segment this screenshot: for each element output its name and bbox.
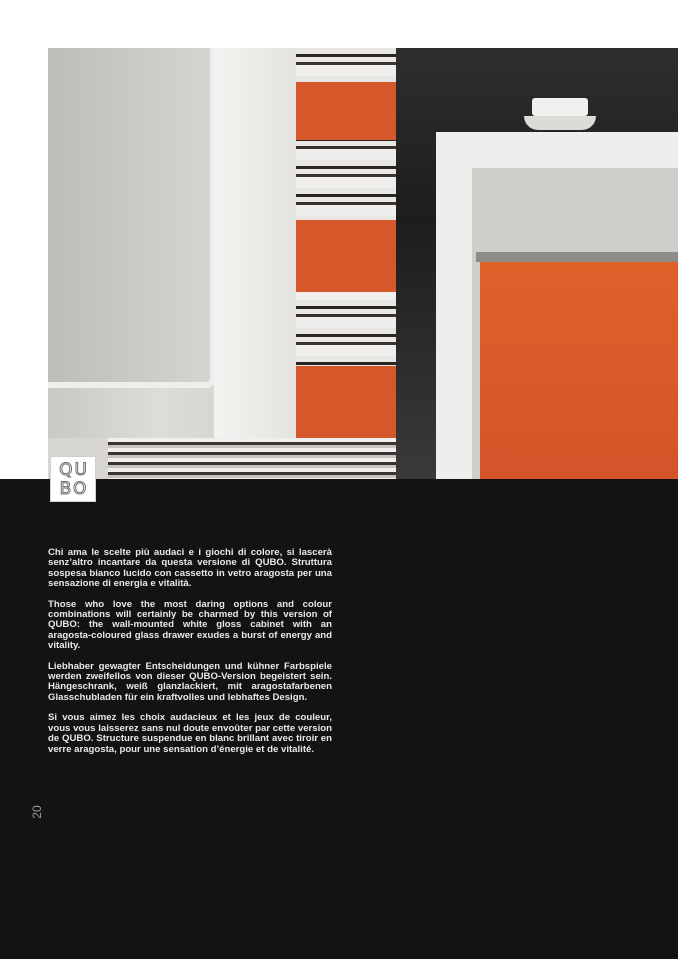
- logo-line-1: QU: [59, 460, 89, 480]
- orange-glass-drawer: [480, 262, 678, 479]
- description-column: [48, 548, 332, 765]
- soap-dish-base: [524, 116, 596, 130]
- orange-stripe: [296, 82, 396, 140]
- paragraph-german: Liebhaber gewagter Entscheidungen und kühner Farbspiele werden zweifellos von dieser QUBO-Version begeistert sein. Hängeschrank, weiß glanzlackiert, mit aragostafarbenen Glasschubladen für ein kraftvolles und lebhaftes Design.: [48, 660, 332, 703]
- logo-line-2: BO: [59, 479, 89, 499]
- paragraph-french: Si vous aimez les choix audacieux et les jeux de couleur, vous vous laisserez sans nul doute envoûter par cette version de QUBO. Structure suspendue en blanc brillant avec tiroir en verre aragosta, pour une sensation d’énergie et de vitalité.: [48, 712, 332, 755]
- paragraph-italian: Chi ama le scelte più audaci e i giochi di colore, si lascerà senz’altro incantare da questa versione di QUBO. Struttura sospesa bianco lucido con cassetto in vetro aragosta per una sensazione di energia e vitalità.: [48, 547, 332, 590]
- orange-stripe: [296, 220, 396, 292]
- page-number: 20: [30, 805, 44, 819]
- product-photo: [48, 48, 678, 479]
- striped-floor: [108, 438, 396, 479]
- drawer-handle-rail: [476, 252, 678, 262]
- qubo-logo: [50, 456, 96, 502]
- soap-dish: [532, 98, 588, 116]
- orange-stripe: [296, 366, 396, 438]
- white-cabinet-right: [436, 132, 678, 479]
- cabinet-recess: [48, 48, 216, 388]
- cabinet-frame: [214, 48, 296, 438]
- white-cabinet-left: [48, 48, 296, 438]
- paragraph-english: Those who love the most daring options and colour combinations will certainly be charmed by this version of QUBO: the wall-mounted white gloss cabinet with an aragosta-coloured glass drawer exudes a burst of energy and vitality.: [48, 598, 332, 652]
